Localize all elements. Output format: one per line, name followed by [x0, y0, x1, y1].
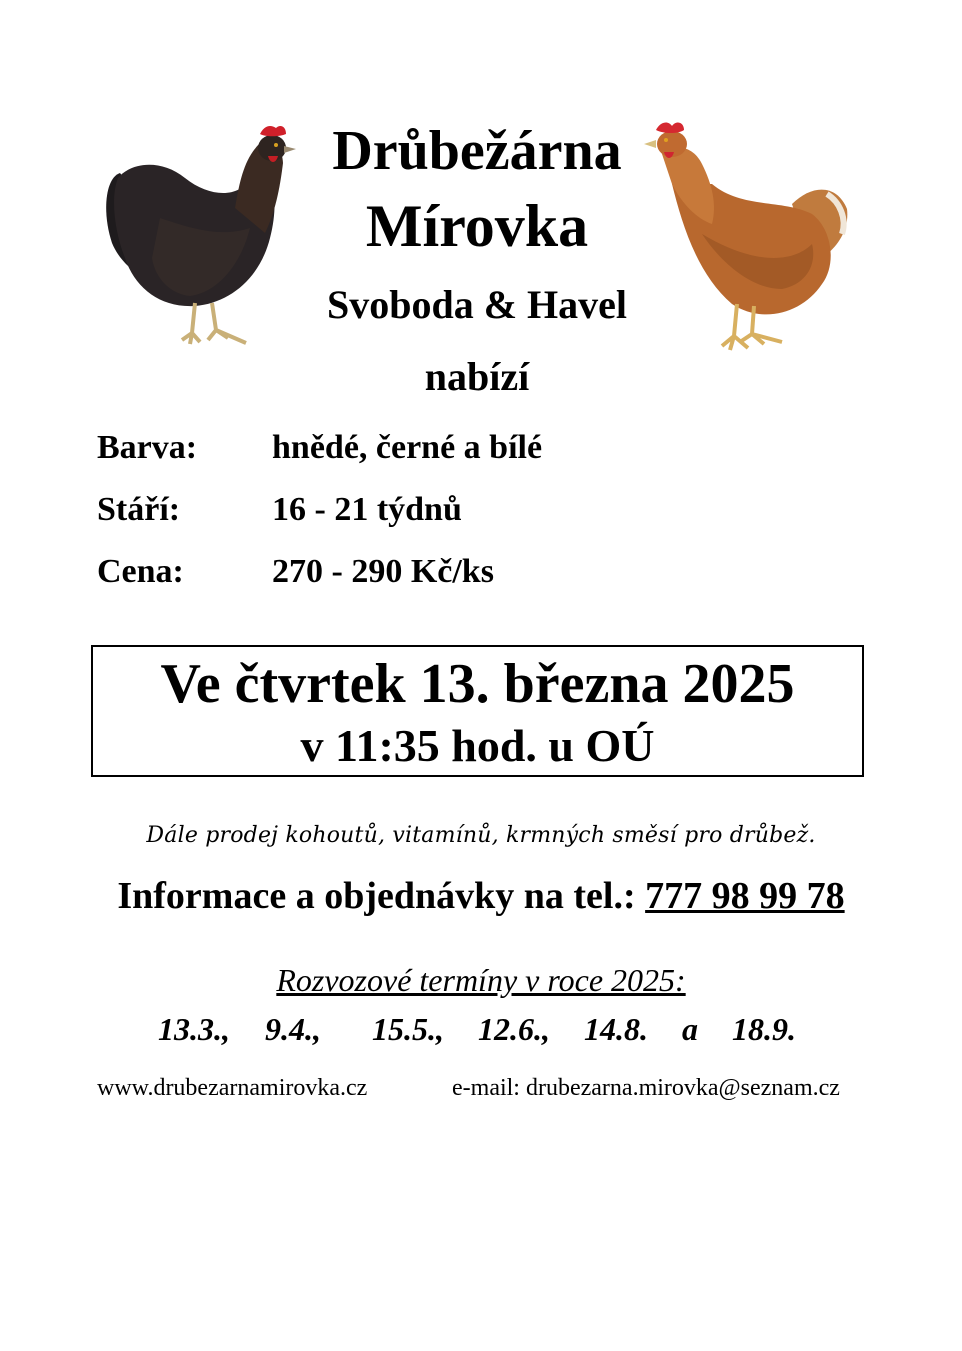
website-link[interactable]: www.drubezarnamirovka.cz: [97, 1075, 368, 1101]
schedule-date: 15.5.,: [372, 1011, 444, 1047]
schedule-date: 14.8.: [584, 1011, 648, 1047]
email-link[interactable]: e-mail: drubezarna.mirovka@seznam.cz: [452, 1075, 840, 1101]
detail-value-price: 270 - 290 Kč/ks: [272, 553, 494, 590]
contact-info: [0, 872, 962, 920]
schedule-title: Rozvozové termíny v roce 2025:: [276, 962, 686, 998]
detail-label-color: Barva:: [97, 429, 198, 466]
detail-label-age: Stáří:: [97, 491, 181, 528]
event-time-place: v 11:35 hod. u OÚ: [300, 720, 655, 771]
extra-offer-text: Dále prodej kohoutů, vitamínů, krmných směsí pro drůbež.: [146, 823, 816, 848]
detail-label-price: Cena:: [97, 553, 184, 590]
schedule-date: 13.3.,: [158, 1011, 230, 1047]
owners-name: Svoboda & Havel: [326, 282, 628, 327]
schedule-date: 18.9.: [732, 1011, 796, 1047]
phone-number[interactable]: 777 98 99 78: [645, 875, 845, 917]
schedule-date: 12.6.,: [478, 1011, 550, 1047]
detail-value-age: 16 - 21 týdnů: [272, 491, 462, 528]
contact-label: Informace a objednávky na tel.:: [117, 875, 636, 917]
offers-heading: nabízí: [424, 354, 530, 399]
detail-value-color: hnědé, černé a bílé: [272, 429, 543, 466]
page-subtitle: Mírovka: [365, 193, 589, 259]
event-date: Ve čtvrtek 13. března 2025: [160, 653, 795, 715]
schedule-date: 9.4.,: [265, 1011, 321, 1047]
page-title: Drůbežárna: [332, 120, 622, 182]
schedule-conjunction: a: [682, 1011, 698, 1047]
